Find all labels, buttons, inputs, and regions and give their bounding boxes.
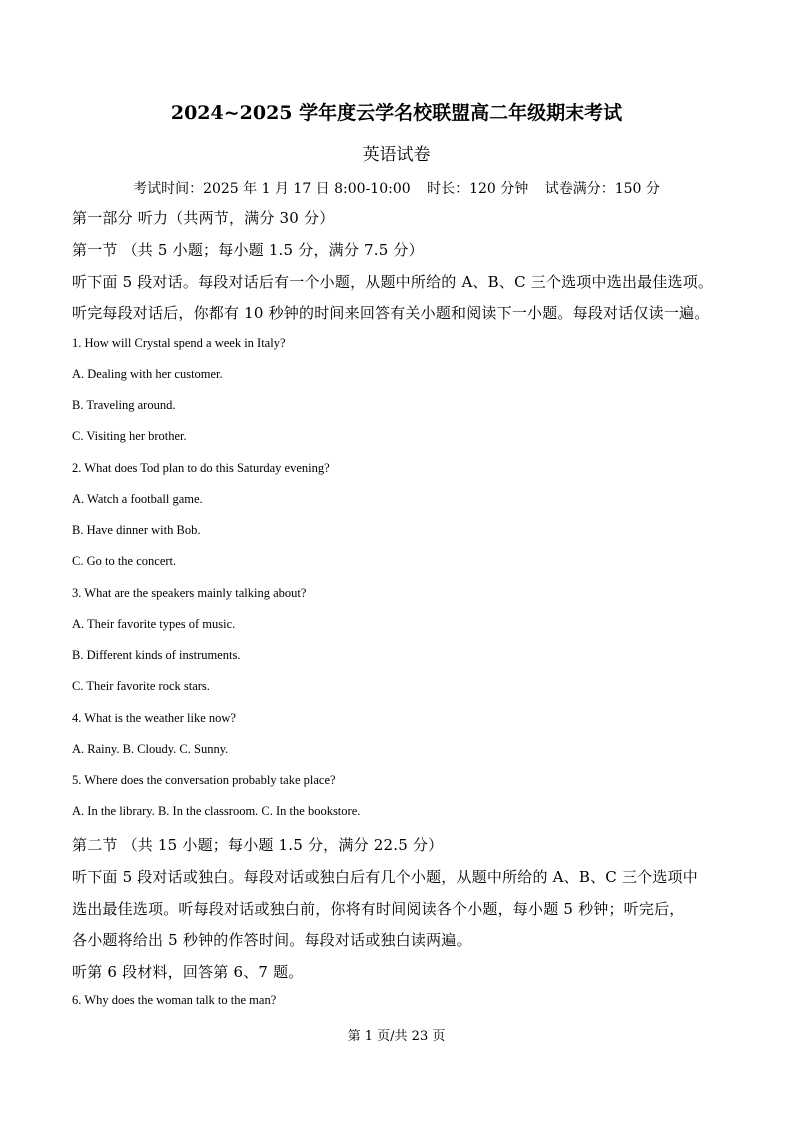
question-option: A. Watch a football game. [72, 492, 203, 506]
question-option: C. Their favorite rock stars. [72, 679, 210, 693]
question-stem: 5. Where does the conversation probably take place? [72, 773, 336, 787]
question-stem: 1. How will Crystal spend a week in Italy? [72, 336, 286, 350]
question-option: A. Their favorite types of music. [72, 617, 236, 631]
exam-title: 2024~2025 学年度云学名校联盟高二年级期末考试 [170, 102, 623, 124]
section2-instruction-3: 各小题将给出 5 秒钟的作答时间。每段对话或独白读两遍。 [72, 931, 472, 949]
section2-heading: 第二节 （共 15 小题；每小题 1.5 分，满分 22.5 分） [72, 836, 444, 854]
question-stem: 6. Why does the woman talk to the man? [72, 993, 277, 1007]
question-option: A. Dealing with her customer. [72, 367, 223, 381]
question-stem: 3. What are the speakers mainly talking about? [72, 586, 307, 600]
question-option: B. Different kinds of instruments. [72, 648, 241, 662]
page-number: 第 1 页/共 23 页 [347, 1029, 446, 1044]
material-6-heading: 听第 6 段材料，回答第 6、7 题。 [72, 963, 304, 981]
question-option: B. Have dinner with Bob. [72, 523, 201, 537]
question-option: A. In the library. B. In the classroom. C. In the bookstore. [72, 804, 361, 818]
exam-meta [0, 178, 793, 198]
question-stem: 2. What does Tod plan to do this Saturday evening? [72, 461, 330, 475]
exam-subtitle: 英语试卷 [362, 145, 431, 165]
section1-instruction-1: 听下面 5 段对话。每段对话后有一个小题，从题中所给的 A、B、C 三个选项中选出最佳选项。 [72, 273, 714, 291]
question-stem: 4. What is the weather like now? [72, 711, 236, 725]
section1-heading: 第一节 （共 5 小题；每小题 1.5 分，满分 7.5 分） [72, 241, 424, 259]
question-option: C. Go to the concert. [72, 554, 177, 568]
question-option: B. Traveling around. [72, 398, 176, 412]
question-option: C. Visiting her brother. [72, 429, 187, 443]
part1-heading: 第一部分 听力（共两节，满分 30 分） [72, 209, 335, 227]
exam-full-score: 试卷满分：150 分 [544, 181, 660, 197]
question-option: A. Rainy. B. Cloudy. C. Sunny. [72, 742, 229, 756]
section2-instruction-1: 听下面 5 段对话或独白。每段对话或独白后有几个小题，从题中所给的 A、B、C 三个选项中 [72, 868, 698, 886]
exam-duration: 时长：120 分钟 [427, 181, 529, 197]
section2-instruction-2: 选出最佳选项。听每段对话或独白前，你将有时间阅读各个小题，每小题 5 秒钟；听完后， [72, 900, 685, 918]
exam-time: 考试时间：2025 年 1 月 17 日 8:00-10:00 [133, 181, 411, 197]
section1-instruction-2: 听完每段对话后，你都有 10 秒钟的时间来回答有关小题和阅读下一小题。每段对话仅读一遍。 [72, 304, 710, 322]
